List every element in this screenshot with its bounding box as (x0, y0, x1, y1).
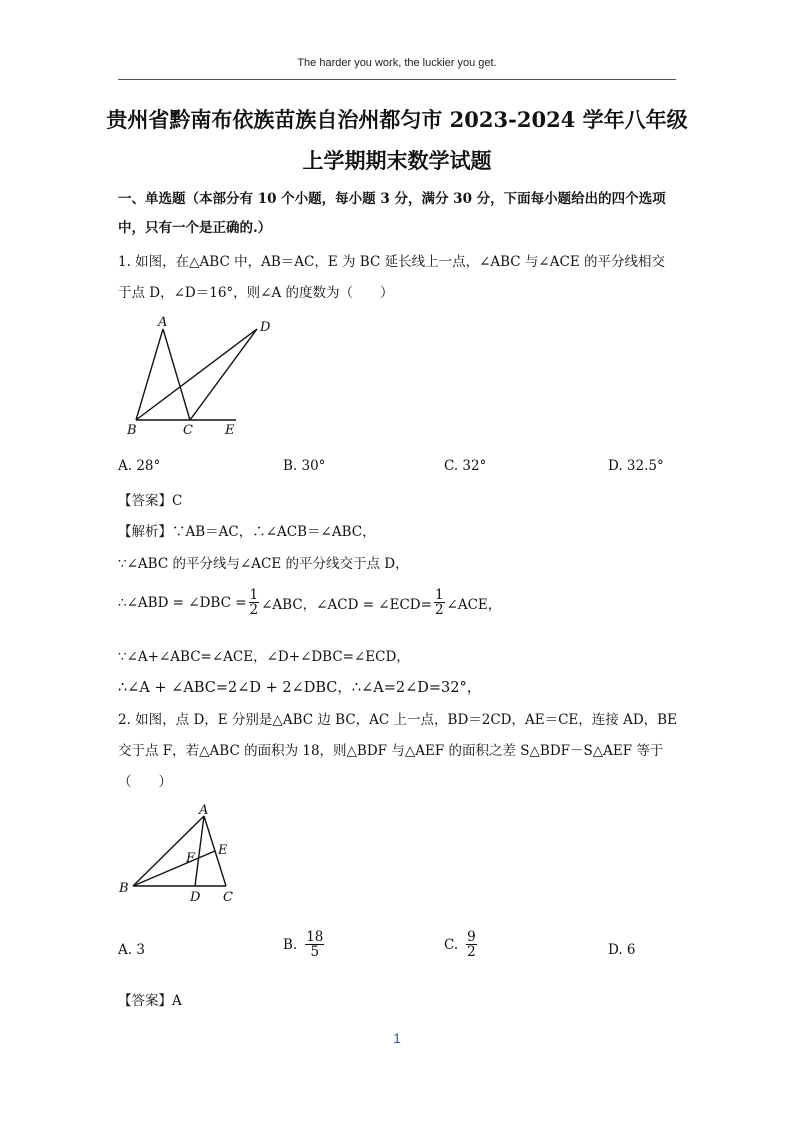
page-title-line2: 上学期期末数学试题 (302, 148, 492, 173)
fraction-numerator: 1 (249, 587, 259, 603)
q2-answer: 【答案】A (118, 993, 182, 1009)
header-divider (118, 79, 676, 80)
q1-analysis-line1: 【解析】∵AB＝AC，∴∠ACB＝∠ABC， (118, 524, 376, 540)
q2-label-f: F (186, 851, 196, 866)
q1-analysis-l3-part-c: ∠ACE， (446, 596, 502, 613)
header-motto: The harder you work, the luckier you get. (297, 57, 497, 69)
q2-label-d: D (190, 890, 201, 905)
q2-line-be (133, 851, 215, 886)
fraction-denominator: 5 (310, 944, 320, 961)
fraction-denominator: 2 (434, 602, 444, 619)
q1-analysis-line3 (118, 588, 501, 617)
q2-stem-line2: 交于点 F，若△ABC 的面积为 18，则△BDF 与△AEF 的面积之差 S△BDF－S△AEF 等于 (118, 743, 664, 759)
q1-answer: 【答案】C (118, 493, 183, 509)
fraction-denominator: 2 (467, 944, 476, 961)
q1-line-ac (163, 329, 190, 420)
q1-label-d: D (260, 320, 271, 335)
q1-option-c: C. 32° (444, 458, 487, 474)
q1-label-b: B (127, 423, 137, 438)
q2-option-b-prefix: B. (283, 936, 298, 953)
q1-line-cd (190, 329, 257, 420)
q1-option-b: B. 30° (283, 458, 326, 474)
q1-triangle-figure (118, 312, 288, 442)
q2-label-b: B (119, 881, 129, 896)
q1-label-c: C (183, 423, 193, 438)
q1-analysis-line4: ∵∠A+∠ABC=∠ACE，∠D+∠DBC=∠ECD， (118, 649, 410, 665)
fraction-numerator: 1 (434, 587, 444, 603)
q2-option-c (444, 930, 479, 959)
q2-label-e: E (218, 843, 228, 858)
q1-line-ba (136, 329, 163, 420)
q1-label-a: A (158, 315, 168, 330)
page-number: 1 (393, 1030, 401, 1046)
q2-triangle-figure (116, 800, 246, 910)
fraction-numerator: 9 (467, 929, 476, 945)
q1-analysis-l3-part-a: ∴∠ABD = ∠DBC = (118, 594, 247, 611)
section-heading-line2: 中，只有一个是正确的.） (118, 220, 272, 236)
q1-half-fraction-2 (434, 588, 445, 617)
section-heading-line1: 一、单选题（本部分有 10 个小题，每小题 3 分，满分 30 分，下面每小题给出的四个选项 (118, 191, 666, 207)
q2-option-a: A. 3 (118, 942, 145, 958)
q2-label-a: A (199, 803, 209, 818)
q2-option-b (283, 930, 326, 959)
q1-line-bd (136, 329, 257, 420)
q2-option-d: D. 6 (608, 942, 636, 958)
q1-analysis-line2: ∵∠ABC 的平分线与∠ACE 的平分线交于点 D， (118, 556, 409, 572)
fraction-denominator: 2 (249, 602, 259, 619)
q2-line-ad (195, 816, 204, 886)
page-title-line1: 贵州省黔南布依族苗族自治州都匀市 2023-2024 学年八年级 (106, 107, 688, 132)
q2-label-c: C (223, 890, 233, 905)
q1-option-d: D. 32.5° (608, 458, 664, 474)
q1-analysis-l3-part-b: ∠ABC，∠ACD = ∠ECD= (261, 596, 432, 613)
q1-stem-line2: 于点 D，∠D＝16°，则∠A 的度数为（ ） (118, 285, 394, 301)
q2-stem-line3: （ ） (118, 774, 172, 790)
q2-option-c-fraction (466, 930, 477, 959)
fraction-numerator: 18 (306, 929, 324, 945)
q2-option-b-fraction (305, 930, 324, 959)
q1-label-e: E (225, 423, 235, 438)
q1-stem-line1: 1. 如图，在△ABC 中，AB＝AC，E 为 BC 延长线上一点，∠ABC 与∠ACE 的平分线相交 (118, 254, 665, 270)
q2-option-c-prefix: C. (444, 936, 459, 953)
q1-option-a: A. 28° (118, 458, 161, 474)
q1-half-fraction-1 (249, 588, 260, 617)
q2-stem-line1: 2. 如图，点 D，E 分别是△ABC 边 BC，AC 上一点，BD＝2CD，AE＝CE，连接 AD，BE (118, 712, 677, 728)
q1-analysis-line5: ∴∠A + ∠ABC=2∠D + 2∠DBC，∴∠A=2∠D=32°， (118, 680, 482, 696)
